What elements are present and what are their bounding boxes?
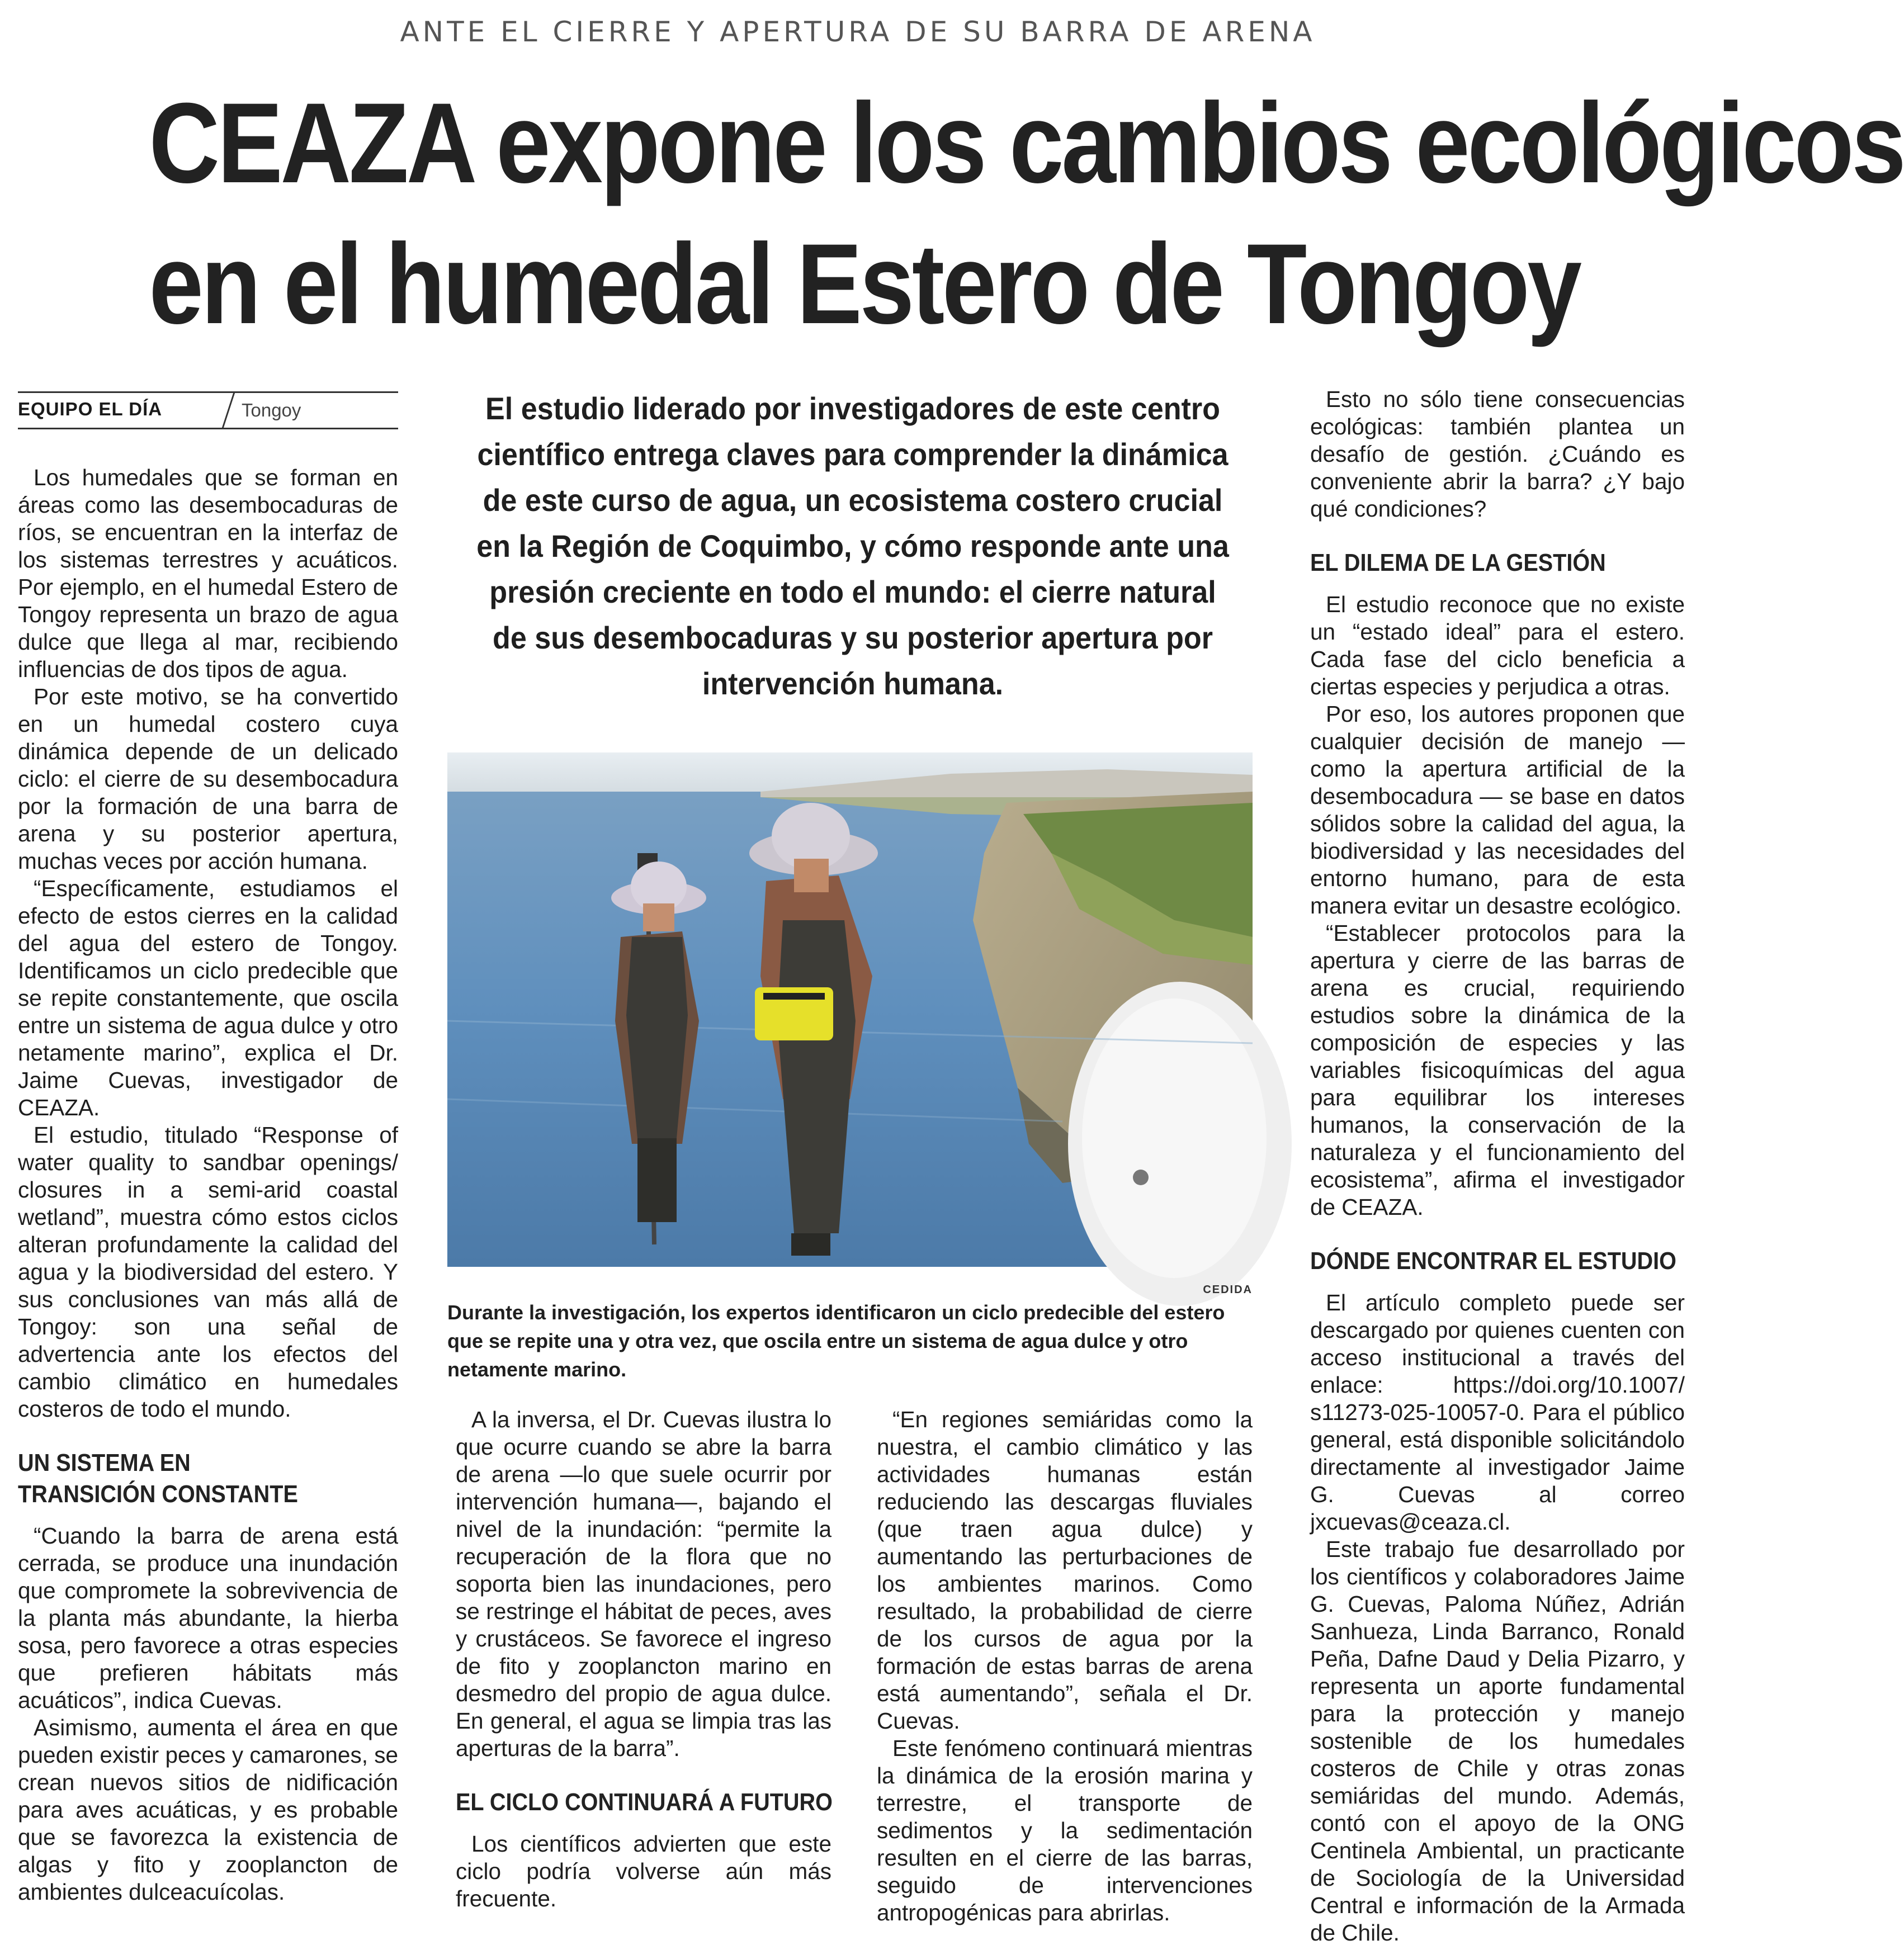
lead-paragraph: El estudio liderado por investigadores de este centro científico entrega claves para comprender la dinámica de este curso de agua, un ecosistema costero crucial en la Región de Coquimbo, y cómo responde ante una presión creciente en todo el mundo: el cierre natural de sus desembocaduras y su posterior apertura por intervención humana. [476,391,1229,701]
article-column-1 [18,464,398,1906]
byline-divider [222,393,235,428]
paragraph: El estudio, titulado “Response of water quality to sandbar openings/ closures in a semi-arid coastal wetland”, muestra cómo estos ciclos alteran profundamente la calidad del agua y la biodiversidad del estero. Y sus conclusiones van más allá de Tongoy: son una señal de advertencia ante los efectos del cambio climático en humedales costeros de todo el mundo. [18,1122,398,1422]
section-heading: EL DILEMA DE LA GESTIÓN [1310,549,1606,576]
byline-place: Tongoy [242,400,301,420]
paragraph: Por eso, los autores proponen que cualquier decisión de manejo — como la apertura artificial de la desembocadura — se base en datos sólidos sobre la calidad del agua, la biodiversidad y las necesidades del entorno humano, para de esta manera evitar un desastre ecológico. [1310,701,1685,919]
paragraph: El artículo completo puede ser descargado por quienes cuenten con acceso institucional a través del enlace: https://doi.org/10.1007/ s11273-025-10057-0. Para el público general, está disponible solicitándolo directamente al investigador Jaime G. Cuevas al correo jxcuevas@ceaza.cl. [1310,1290,1685,1535]
article-column-3 [877,1406,1253,1927]
article-column-2 [456,1406,831,1913]
paragraph: Los humedales que se forman en áreas como las desembocaduras de ríos, se encuentran en la interfaz de los sistemas terrestres y acuáticos. Por ejemplo, en el humedal Estero de Tongoy representa un brazo de agua dulce que llega al mar, recibiendo influencias de dos tipos de agua. [18,465,398,682]
paragraph: Los científicos advierten que este ciclo podría volverse aún más frecuente. [456,1831,831,1911]
paragraph: Asimismo, aumenta el área en que pueden existir peces y camarones, se crean nuevos sitios de nidificación para aves acuáticas, y es probable que se favorezca la existencia de algas y fito y zooplancton de ambientes dulceacuícolas. [18,1715,398,1905]
section-heading-line-1: UN SISTEMA EN [18,1449,191,1476]
article-column-4 [1310,386,1685,1947]
paragraph: “Establecer protocolos para la apertura y cierre de las barras de arena es crucial, requiriendo estudios sobre la dinámica de la composición de especies y las variables fisicoquímicas del agua para equilibrar los intereses humanos, la conservación de la naturaleza y el funcionamiento del ecosistema”, afirma el investigador de CEAZA. [1310,920,1685,1220]
photo-caption: Durante la investigación, los expertos identificaron un ciclo predecible del estero que se repite una y otra vez, que oscila entre un sistema de agua dulce y otro netamente marino. [447,1301,1225,1381]
headline-line-1: CEAZA expone los cambios ecológicos [149,79,1904,207]
photo-credit: CEDIDA [1203,1284,1253,1296]
section-heading-line-2: TRANSICIÓN CONSTANTE [18,1480,298,1508]
paragraph: A la inversa, el Dr. Cuevas ilustra lo que ocurre cuando se abre la barra de arena —lo que suele ocurrir por intervención humana—, bajando el nivel de la inundación: “permite la recuperación de la flora que no soporta bien las inundaciones, pero se restringe el hábitat de peces, aves y crustáceos. Se favorece el ingreso de fito y zooplancton marino en desmedro del propio de agua dulce. En general, el agua se limpia tras las aperturas de la barra”. [456,1407,831,1761]
paragraph: Este trabajo fue desarrollado por los científicos y colaboradores Jaime G. Cuevas, Paloma Núñez, Adrián Sanhueza, Linda Barranco, Ronald Peña, Dafne Daud y Delia Pizarro, y representa un aporte fundamental para la protección y manejo sostenible de los humedales costeros de Chile y otras zonas semiáridas del mundo. Además, contó con el apoyo de la ONG Centinela Ambiental, un practicante de Sociología de la Universidad Central e información de la Armada de Chile. [1310,1536,1685,1946]
article-photo [447,752,1253,1267]
paragraph: “Específicamente, estudiamos el efecto de estos cierres en la calidad del agua del estero de Tongoy. Identificamos un ciclo predecible que se repite constantemente, que oscila entre un sistema de agua dulce y otro netamente marino”, explica el Dr. Jaime Cuevas, investigador de CEAZA. [18,875,398,1120]
paragraph: Por este motivo, se ha convertido en un humedal costero cuya dinámica depende de un delicado ciclo: el cierre de su desembocadura por la formación de una barra de arena y su posterior apertura, muchas veces por acción humana. [18,684,398,874]
headline [149,73,1904,354]
byline-author: EQUIPO EL DÍA [18,399,163,419]
paragraph: Esto no sólo tiene consecuencias ecológicas: también plantea un desafío de gestión. ¿Cuándo es conveniente abrir la barra? ¿Y bajo qué condiciones? [1310,386,1685,522]
paragraph: “En regiones semiáridas como la nuestra, el cambio climático y las actividades humanas están reduciendo las descargas fluviales (que traen agua dulce) y aumentando las perturbaciones de los ambientes marinos. Como resultado, la probabilidad de cierre de los cursos de agua por la formación de estas barras de arena está aumentando”, señala el Dr. Cuevas. [877,1407,1253,1734]
paragraph: El estudio reconoce que no existe un “estado ideal” para el estero. Cada fase del ciclo beneficia a ciertas especies y perjudica a otras. [1310,591,1685,699]
kicker: ANTE EL CIERRE Y APERTURA DE SU BARRA DE ARENA [400,16,1316,48]
byline [18,391,398,429]
headline-line-2: en el humedal Estero de Tongoy [149,220,1580,348]
section-heading [18,1447,360,1510]
section-heading: DÓNDE ENCONTRAR EL ESTUDIO [1310,1247,1676,1275]
section-heading: EL CICLO CONTINUARÁ A FUTURO [456,1788,833,1816]
paragraph: Este fenómeno continuará mientras la dinámica de la erosión marina y terrestre, el transporte de sedimentos y la sedimentación resulten en el cierre de las barras, seguido de intervenciones antropogénicas para abrirlas. [877,1735,1253,1925]
wetland-researchers-photo [447,752,1253,1267]
paragraph: “Cuando la barra de arena está cerrada, se produce una inundación que compromete la sobrevivencia de la planta más abundante, la hierba sosa, pero favorece a otras especies que prefieren hábitats más acuáticos”, indica Cuevas. [18,1523,398,1713]
